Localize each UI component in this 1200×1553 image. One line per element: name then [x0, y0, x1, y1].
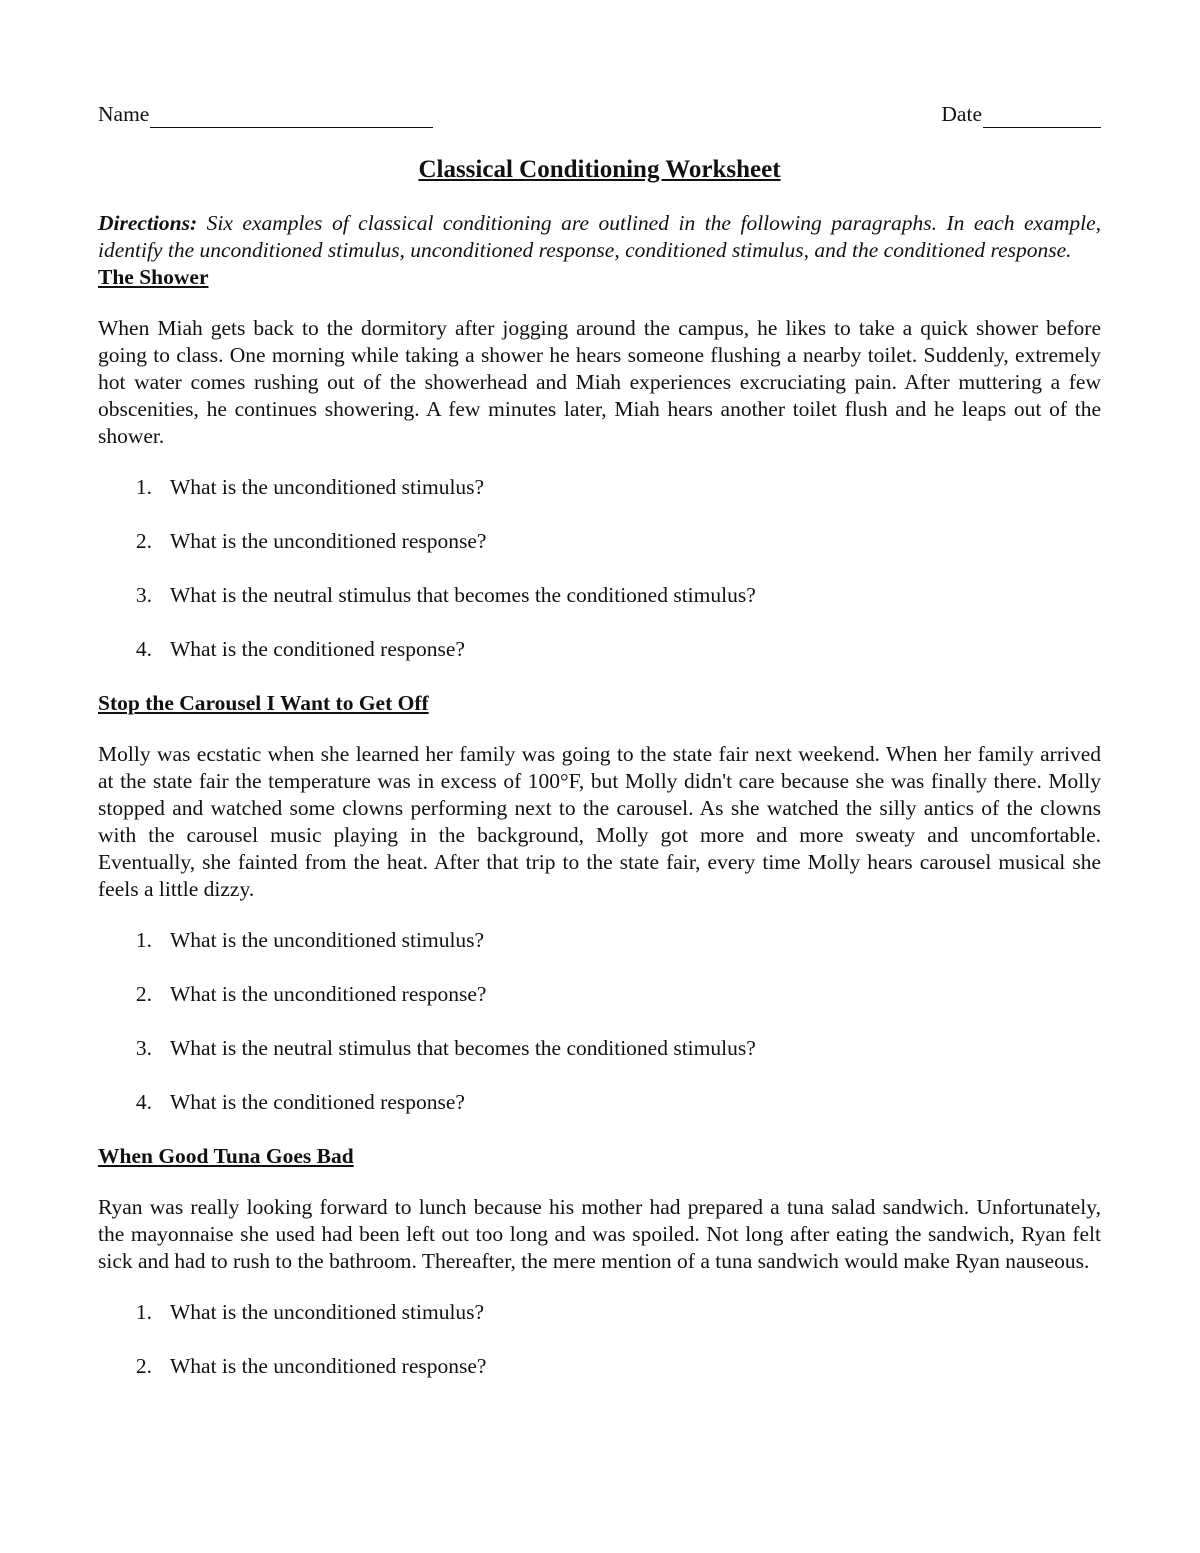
- question-text: What is the unconditioned stimulus?: [170, 928, 485, 952]
- question-number: 2.: [135, 1354, 152, 1378]
- question-item: [98, 1035, 1101, 1062]
- question-text: What is the neutral stimulus that becomes the conditioned stimulus?: [170, 583, 756, 607]
- question-list: [98, 927, 1101, 1116]
- question-item: [98, 528, 1101, 555]
- question-number: 3.: [135, 583, 152, 607]
- date-field[interactable]: [941, 98, 1101, 128]
- directions-text: Six examples of classical conditioning are outlined in the following paragraphs. In each example, identify the unconditioned stimulus, unconditioned response, conditioned stimulus, and the conditioned response.: [98, 211, 1101, 262]
- section-passage: Ryan was really looking forward to lunch because his mother had prepared a tuna salad sandwich. Unfortunately, the mayonnaise she used had been left out too long and was spoiled. Not long after eating the sandwich, Ryan felt sick and had to rush to the bathroom. Thereafter, the mere mention of a tuna sandwich would make Ryan nauseous.: [98, 1195, 1101, 1273]
- question-item: [98, 474, 1101, 501]
- question-number: 4.: [135, 1090, 152, 1114]
- question-number: 1.: [135, 928, 152, 952]
- name-blank-line[interactable]: [150, 107, 433, 128]
- question-text: What is the unconditioned stimulus?: [170, 475, 485, 499]
- section-the-shower: [98, 264, 1101, 663]
- question-item: [98, 981, 1101, 1008]
- question-number: 1.: [135, 475, 152, 499]
- header-fields: [98, 98, 1101, 128]
- name-field[interactable]: [98, 98, 433, 128]
- question-text: What is the unconditioned response?: [170, 982, 487, 1006]
- section-stop-the-carousel: [98, 690, 1101, 1116]
- directions-label: Directions:: [98, 211, 198, 235]
- question-text: What is the conditioned response?: [170, 637, 465, 661]
- page-title: Classical Conditioning Worksheet: [418, 156, 781, 183]
- question-text: What is the neutral stimulus that becomes the conditioned stimulus?: [170, 1036, 756, 1060]
- question-item: [98, 1089, 1101, 1116]
- section-when-good-tuna-goes-bad: [98, 1143, 1101, 1380]
- section-passage: Molly was ecstatic when she learned her family was going to the state fair next weekend. When her family arrived at the state fair the temperature was in excess of 100°F, but Molly didn't care because she was finally there. Molly stopped and watched some clowns performing next to the carousel. As she watched the silly antics of the clowns with the carousel music playing in the background, Molly got more and more sweaty and uncomfortable. Eventually, she fainted from the heat. After that trip to the state fair, every time Molly hears carousel musical she feels a little dizzy.: [98, 742, 1101, 901]
- question-item: [98, 1353, 1101, 1380]
- question-number: 1.: [135, 1300, 152, 1324]
- directions: [98, 210, 1101, 264]
- section-passage: When Miah gets back to the dormitory after jogging around the campus, he likes to take a quick shower before going to class. One morning while taking a shower he hears someone flushing a nearby toilet. Suddenly, extremely hot water comes rushing out of the showerhead and Miah experiences excruciating pain. After muttering a few obscenities, he continues showering. A few minutes later, Miah hears another toilet flush and he leaps out of the shower.: [98, 316, 1101, 448]
- question-text: What is the conditioned response?: [170, 1090, 465, 1114]
- name-label: Name: [98, 102, 150, 126]
- question-item: [98, 927, 1101, 954]
- question-number: 4.: [135, 637, 152, 661]
- section-heading: The Shower: [98, 265, 209, 289]
- section-heading: When Good Tuna Goes Bad: [98, 1144, 354, 1168]
- question-number: 3.: [135, 1036, 152, 1060]
- section-heading: Stop the Carousel I Want to Get Off: [98, 691, 429, 715]
- date-label: Date: [941, 102, 982, 126]
- question-item: [98, 582, 1101, 609]
- question-list: [98, 1299, 1101, 1380]
- question-text: What is the unconditioned response?: [170, 1354, 487, 1378]
- question-list: [98, 474, 1101, 663]
- question-text: What is the unconditioned stimulus?: [170, 1300, 485, 1324]
- question-number: 2.: [135, 529, 152, 553]
- question-number: 2.: [135, 982, 152, 1006]
- question-item: [98, 636, 1101, 663]
- date-blank-line[interactable]: [983, 107, 1101, 128]
- question-item: [98, 1299, 1101, 1326]
- question-text: What is the unconditioned response?: [170, 529, 487, 553]
